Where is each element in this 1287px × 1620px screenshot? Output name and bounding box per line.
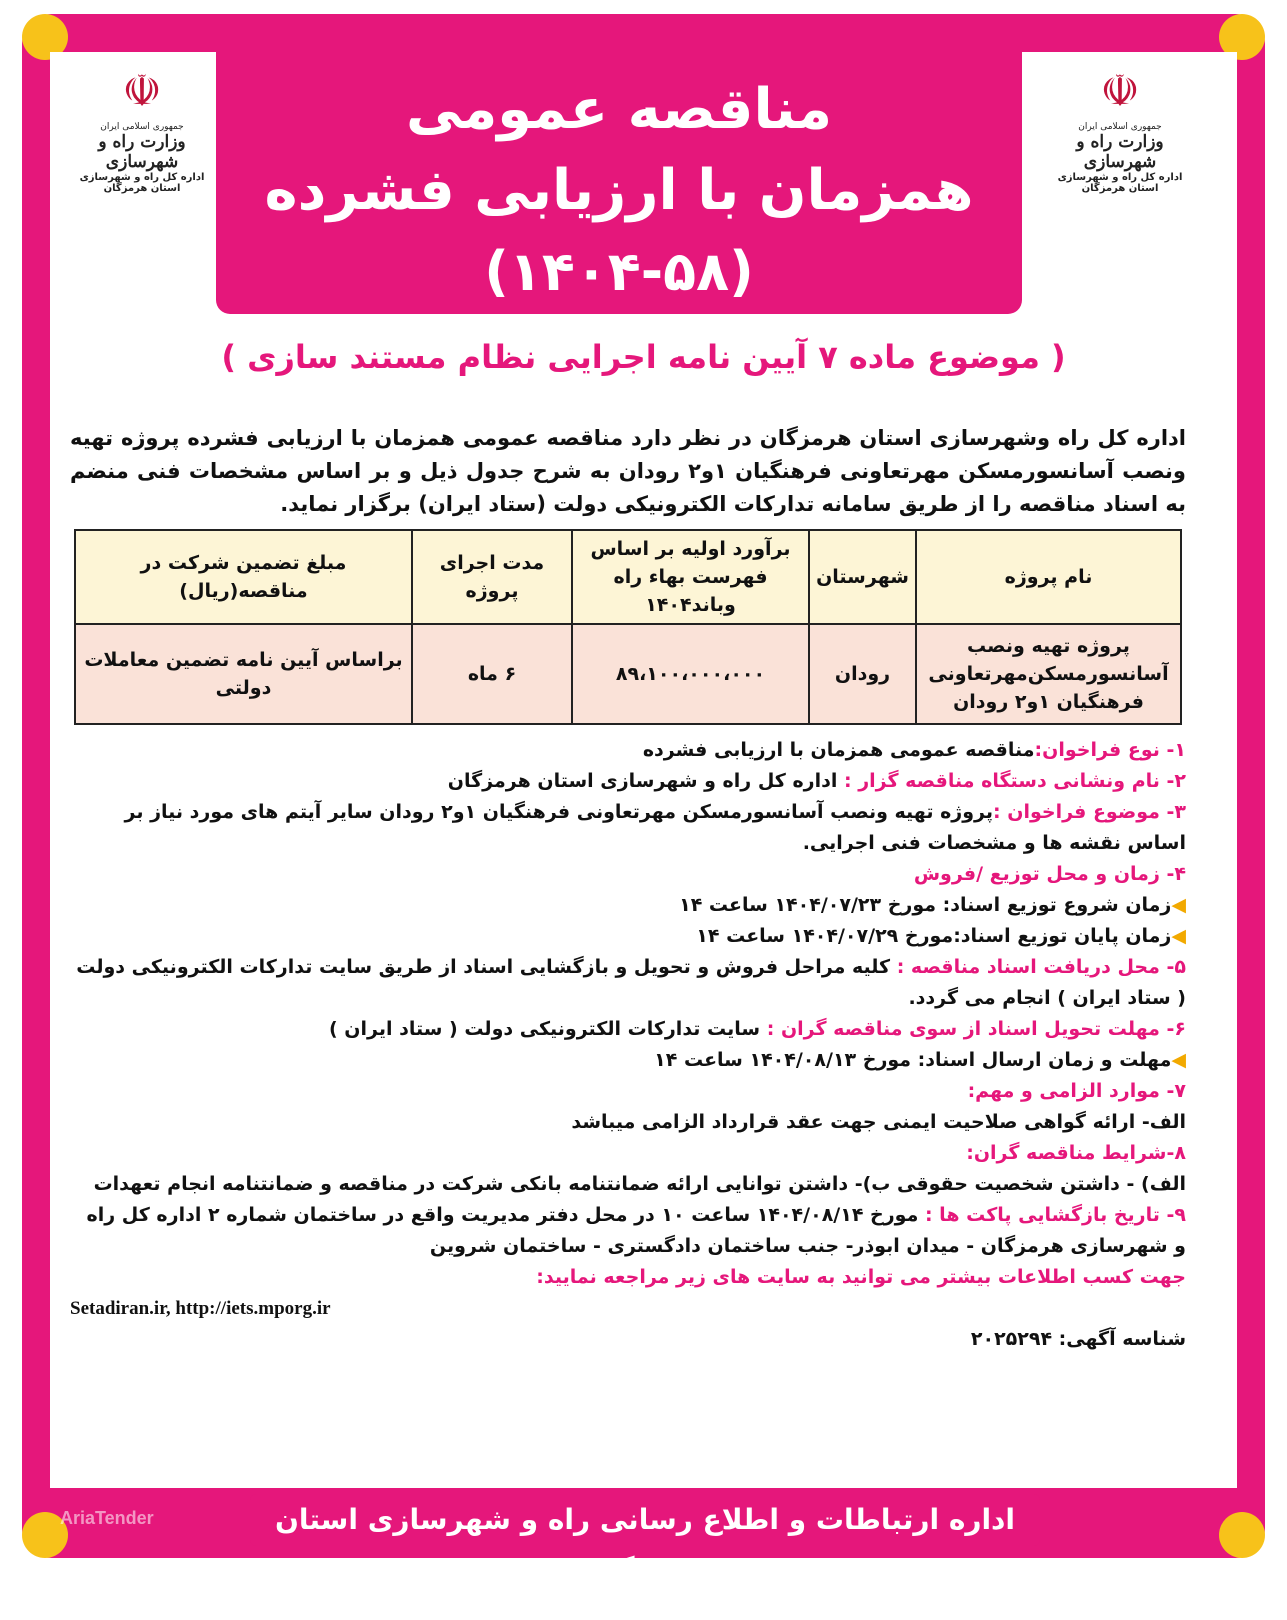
arrow-icon: ◀ bbox=[1171, 1049, 1186, 1071]
item-5 bbox=[70, 952, 1186, 1014]
title-line-2: همزمان با ارزیابی فشرده bbox=[264, 158, 974, 223]
project-table bbox=[74, 529, 1182, 725]
item-text: اداره کل راه و شهرسازی استان هرمزگان bbox=[447, 770, 844, 792]
header-estimate: برآورد اولیه بر اساس فهرست بهاء راه وباند۱۴۰۴ bbox=[572, 530, 809, 624]
iran-emblem-icon: ☫ bbox=[122, 66, 162, 117]
header-county: شهرستان bbox=[809, 530, 916, 624]
cell-county: رودان bbox=[809, 624, 916, 724]
title-line-1: مناقصه عمومی bbox=[405, 77, 833, 142]
distribution-end: زمان پایان توزیع اسناد:مورخ ۱۴۰۴/۰۷/۲۹ ساعت ۱۴ bbox=[696, 925, 1172, 947]
item-text: کلیه مراحل فروش و تحویل و بازگشایی اسناد از طریق سایت تدارکات الکترونیکی دولت ( ستاد ایران ) انجام می گردد. bbox=[76, 956, 1186, 1009]
cell-guarantee: براساس آیین نامه تضمین معاملات دولتی bbox=[75, 624, 412, 724]
item-7-label: ۷- موارد الزامی و مهم: bbox=[967, 1080, 1186, 1102]
item-9 bbox=[70, 1200, 1186, 1262]
item-text: پروژه تهیه ونصب آسانسورمسکن مهرتعاونی فرهنگیان ۱و۲ رودان سایر آیتم های مورد نیاز بر اساس نقشه ها و مشخصات فنی اجرایی. bbox=[124, 801, 1186, 854]
item-text: مناقصه عمومی همزمان با ارزیابی فشرده bbox=[642, 739, 1035, 761]
item-label: ۵- محل دریافت اسناد مناقصه : bbox=[896, 956, 1186, 978]
item-1 bbox=[70, 735, 1186, 766]
item-8-text: الف) - داشتن شخصیت حقوقی ب)- داشتن توانایی ارائه ضمانتنامه بانکی شرکت در مناقصه و ضمانتنامه انجام تعهدات bbox=[93, 1173, 1186, 1195]
website-links[interactable]: Setadiran.ir, http://iets.mporg.ir bbox=[70, 1298, 331, 1319]
footer-banner: اداره ارتباطات و اطلاع رسانی راه و شهرسازی استان هرمزگان bbox=[250, 1494, 1040, 1546]
corner-decoration bbox=[1219, 1512, 1265, 1558]
logo-country: جمهوری اسلامی ایران bbox=[100, 122, 184, 132]
ministry-logo-left bbox=[62, 62, 222, 194]
tender-details bbox=[62, 735, 1194, 1355]
item-text: سایت تدارکات الکترونیکی دولت ( ستاد ایران ) bbox=[328, 1018, 767, 1040]
logo-province: استان هرمزگان bbox=[103, 183, 181, 194]
subject-heading: ( موضوع ماده ۷ آیین نامه اجرایی نظام مستند سازی ) bbox=[221, 338, 1066, 376]
cell-project-name: پروژه تهیه ونصب آسانسورمسکن‌مهرتعاونی فرهنگیان ۱و۲ رودان bbox=[916, 624, 1181, 724]
intro-paragraph: اداره کل راه وشهرسازی استان هرمزگان در نظر دارد مناقصه عمومی همزمان با ارزیابی فشرده پروژه تهیه ونصب آسانسورمسکن مهرتعاونی فرهنگیان ۱و۲ رودان به شرح جدول ذیل و بر اساس مشخصات فنی منضم به اسناد مناقصه را از طریق سامانه تدارکات الکترونیکی دولت (ستاد ایران) برگزار نماید. bbox=[70, 426, 1186, 516]
main-content bbox=[62, 422, 1194, 1355]
table-header-row bbox=[75, 530, 1181, 624]
item-8-label: ۸-شرایط مناقصه گران: bbox=[966, 1142, 1186, 1164]
item-4-end bbox=[70, 921, 1186, 952]
logo-ministry: وزارت راه و شهرسازی bbox=[1076, 132, 1164, 172]
more-info: جهت کسب اطلاعات بیشتر می توانید به سایت های زیر مراجعه نمایید: bbox=[536, 1266, 1186, 1288]
iran-emblem-icon: ☫ bbox=[1100, 66, 1140, 117]
item-label: ۹- تاریخ بازگشایی پاکت ها : bbox=[924, 1204, 1186, 1226]
item-label: ۶- مهلت تحویل اسناد از سوی مناقصه گران : bbox=[766, 1018, 1186, 1040]
arrow-icon: ◀ bbox=[1171, 925, 1186, 947]
logo-ministry: وزارت راه و شهرسازی bbox=[98, 132, 186, 172]
item-label: ۲- نام ونشانی دستگاه مناقصه گزار : bbox=[844, 770, 1186, 792]
logo-country: جمهوری اسلامی ایران bbox=[1078, 122, 1162, 132]
distribution-start: زمان شروع توزیع اسناد: مورخ ۱۴۰۴/۰۷/۲۳ ساعت ۱۴ bbox=[679, 894, 1172, 916]
item-4-start bbox=[70, 890, 1186, 921]
logo-office: اداره کل راه و شهرسازی bbox=[79, 172, 205, 183]
item-6 bbox=[70, 1014, 1186, 1045]
title-banner bbox=[216, 52, 1022, 314]
logo-province: استان هرمزگان bbox=[1081, 183, 1159, 194]
arrow-icon: ◀ bbox=[1171, 894, 1186, 916]
item-3 bbox=[70, 797, 1186, 859]
tender-number: (۱۴۰۴-۵۸) bbox=[484, 240, 754, 303]
watermark: AriaTender bbox=[60, 1508, 154, 1528]
item-7-text: الف- ارائه گواهی صلاحیت ایمنی جهت عقد قرارداد الزامی میباشد bbox=[571, 1111, 1186, 1133]
item-4-label: ۴- زمان و محل توزیع /فروش bbox=[913, 863, 1186, 885]
item-label: ۳- موضوع فراخوان : bbox=[993, 801, 1186, 823]
logo-office: اداره کل راه و شهرسازی bbox=[1057, 172, 1183, 183]
cell-estimate: ۸۹،۱۰۰،۰۰۰،۰۰۰ bbox=[572, 624, 809, 724]
item-6-deadline bbox=[70, 1045, 1186, 1076]
header-guarantee: مبلغ تضمین شرکت در مناقصه(ریال) bbox=[75, 530, 412, 624]
ministry-logo-right bbox=[1040, 62, 1200, 194]
submission-deadline: مهلت و زمان ارسال اسناد: مورخ ۱۴۰۴/۰۸/۱۳ ساعت ۱۴ bbox=[654, 1049, 1172, 1071]
item-2 bbox=[70, 766, 1186, 797]
cell-duration: ۶ ماه bbox=[412, 624, 572, 724]
header-project-name: نام پروژه bbox=[916, 530, 1181, 624]
header-duration: مدت اجرای پروژه bbox=[412, 530, 572, 624]
item-text: مورخ ۱۴۰۴/۰۸/۱۴ ساعت ۱۰ در محل دفتر مدیریت واقع در ساختمان شماره ۲ اداره کل راه و شهرسازی هرمزگان - میدان ابوذر- جنب ساختمان دادگستری - ساختمان شروین bbox=[86, 1204, 1186, 1257]
ad-id: شناسه آگهی: ۲۰۲۵۲۹۴ bbox=[970, 1328, 1186, 1350]
table-row bbox=[75, 624, 1181, 724]
item-label: ۱- نوع فراخوان: bbox=[1034, 739, 1186, 761]
